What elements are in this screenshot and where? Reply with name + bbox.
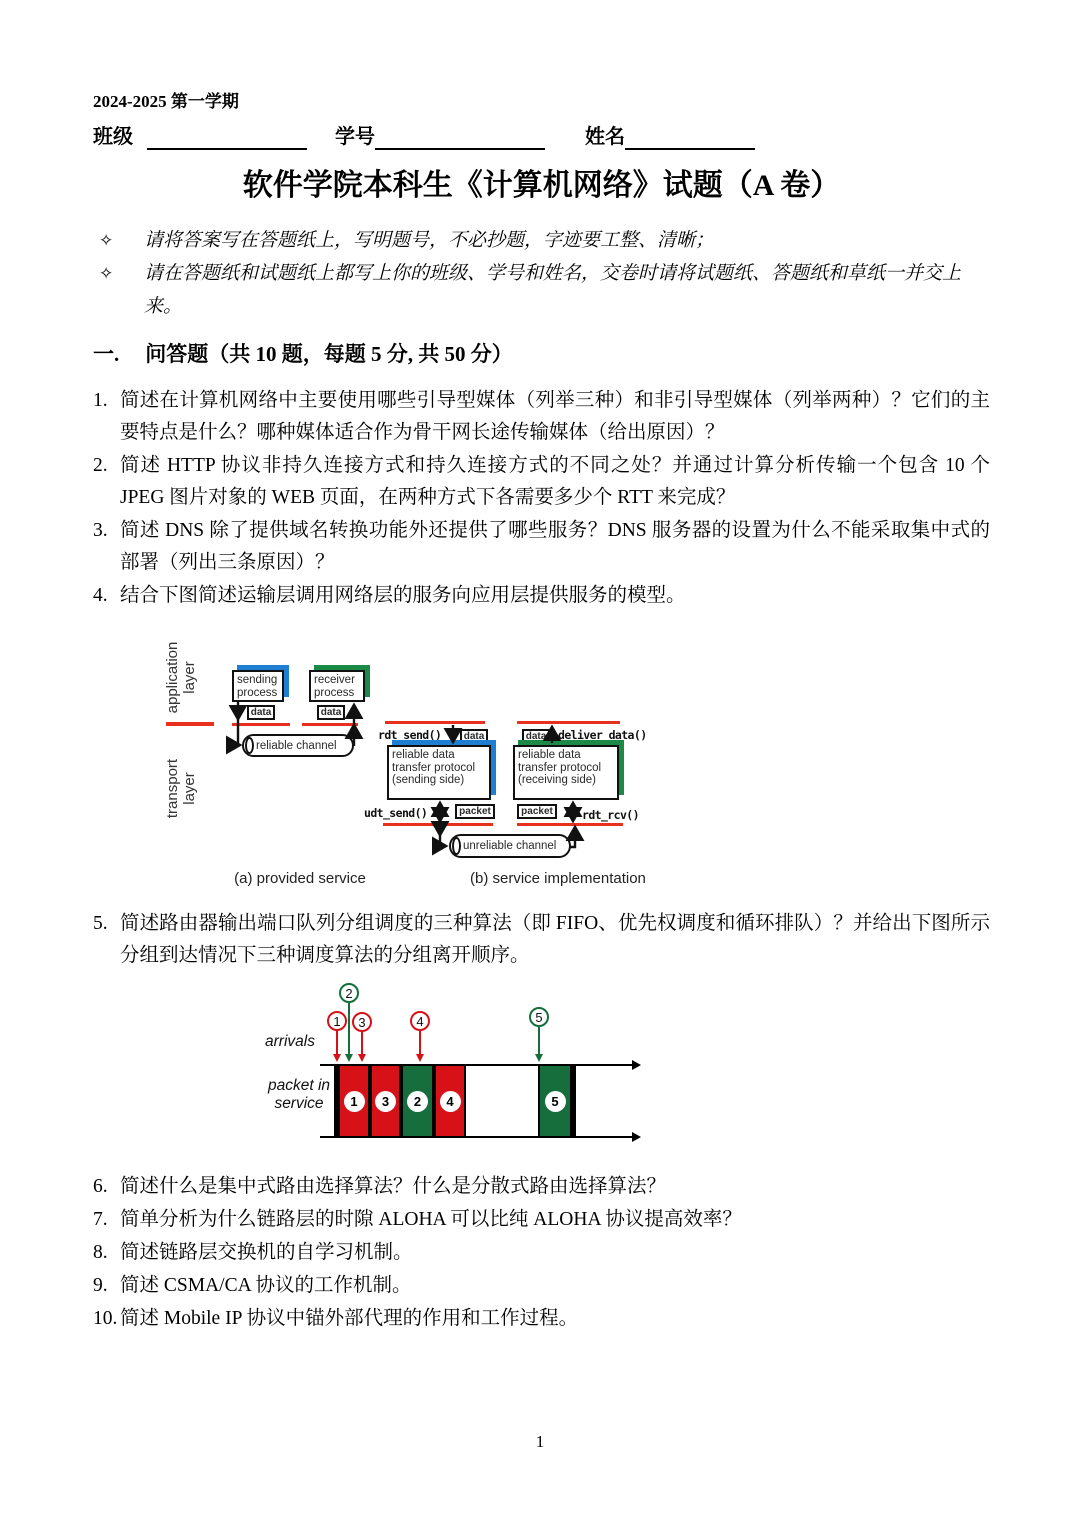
name-label: 姓名: [585, 126, 625, 148]
transport-layer-label: transport layer: [164, 758, 198, 819]
arrival-arrowhead: [358, 1054, 366, 1062]
packet-tag: packet: [517, 804, 557, 819]
question-item: [93, 515, 990, 579]
figure-transport-service-model: [150, 618, 795, 900]
packet-in-service-label: packet in service: [267, 1077, 331, 1112]
semester-label: 2024-2025 第一学期: [93, 92, 239, 111]
rdt-receiving-side-box: reliable data transfer protocol (receiving side): [513, 745, 619, 800]
service-block: [538, 1064, 572, 1138]
arrival-arrowhead: [345, 1054, 353, 1062]
service-block-number: 3: [375, 1091, 396, 1112]
arrival-arrow: [419, 1031, 421, 1054]
arrival-arrowhead: [535, 1054, 543, 1062]
sending-process-box: sending process: [232, 670, 284, 702]
queue-tick: [572, 1064, 576, 1138]
question-item: [93, 385, 990, 449]
question-number: 7.: [93, 1209, 108, 1230]
service-block: [434, 1064, 466, 1138]
arrival-number-circle: 2: [339, 983, 359, 1003]
service-block: [338, 1064, 370, 1138]
service-block-number: 5: [545, 1091, 566, 1112]
question-text: 简述 CSMA/CA 协议的工作机制。: [120, 1275, 412, 1296]
student-info-row: [93, 124, 990, 150]
arrival-number-circle: 1: [327, 1011, 347, 1031]
diamond-bullet-icon: ✧: [99, 264, 114, 283]
name-blank: [625, 126, 755, 150]
service-block-number: 1: [344, 1091, 365, 1112]
question-number: 3.: [93, 520, 108, 541]
question-list: [93, 385, 990, 1335]
question-text: 简述在计算机网络中主要使用哪些引导型媒体（列举三种）和非引导型媒体（列举两种）？它们的主要特点是什么？哪种媒体适合作为骨干网长途传输媒体（给出原因）？: [120, 390, 990, 443]
figure-packet-scheduling: [240, 978, 680, 1153]
data-tag: data: [522, 729, 550, 744]
question-item: [93, 1171, 990, 1203]
question-number: 8.: [93, 1242, 108, 1263]
receiver-process-box: receiver process: [309, 670, 365, 702]
data-tag: data: [460, 729, 488, 744]
notice-item: [93, 224, 990, 257]
arrivals-label: arrivals: [265, 1033, 315, 1050]
notice-text: 请在答题纸和试题纸上都写上你的班级、学号和姓名，交卷时请将试题纸、答题纸和草纸一并交上来。: [144, 263, 962, 317]
arrival-arrow: [361, 1032, 363, 1054]
question-number: 9.: [93, 1275, 108, 1296]
student-id-label: 学号: [335, 126, 375, 148]
rdt-send-label: rdt_send(): [378, 728, 442, 742]
class-blank: [147, 126, 307, 150]
service-block: [401, 1064, 434, 1138]
student-id-blank: [375, 126, 545, 150]
diamond-bullet-icon: ✧: [99, 231, 114, 250]
question-number: 6.: [93, 1176, 108, 1197]
question-number: 2.: [93, 455, 108, 476]
question-text: 结合下图简述运输层调用网络层的服务向应用层提供服务的模型。: [120, 585, 686, 606]
page-number: 1: [535, 1432, 545, 1451]
notice-list: [93, 224, 990, 323]
arrival-number-circle: 4: [410, 1011, 430, 1031]
timeline-arrowhead: [632, 1060, 641, 1070]
data-tag: data: [317, 705, 345, 720]
service-block-number: 2: [407, 1091, 428, 1112]
caption-a: (a) provided service: [234, 870, 366, 887]
section-heading: [93, 339, 990, 369]
class-label: 班级: [93, 126, 133, 148]
packet-tag: packet: [455, 804, 495, 819]
question-item: [93, 580, 990, 612]
reliable-channel-label: reliable channel: [256, 739, 337, 752]
arrival-number-circle: 5: [529, 1007, 549, 1027]
arrival-arrowhead: [416, 1054, 424, 1062]
arrival-number-circle: 3: [352, 1012, 372, 1032]
question-number: 10.: [93, 1308, 118, 1329]
question-item: [93, 1204, 990, 1236]
section-title: 问答题（共 10 题，每题 5 分, 共 50 分）: [145, 342, 513, 366]
question-text: 简述路由器输出端口队列分组调度的三种算法（即 FIFO、优先权调度和循环排队）？并给出下图所示分组到达情况下三种调度算法的分组离开顺序。: [120, 913, 990, 966]
question-number: 5.: [93, 913, 108, 934]
rdt-sending-side-box: reliable data transfer protocol (sending side): [387, 745, 491, 800]
udt-send-label: udt_send(): [364, 806, 428, 820]
timeline-arrowhead: [632, 1132, 641, 1142]
question-text: 简述什么是集中式路由选择算法？什么是分散式路由选择算法？: [120, 1176, 667, 1197]
question-text: 简述 HTTP 协议非持久连接方式和持久连接方式的不同之处？并通过计算分析传输一个包含 10 个 JPEG 图片对象的 WEB 页面，在两种方式下各需要多少个 RTT 来完成？: [120, 455, 990, 508]
question-number: 1.: [93, 390, 108, 411]
section-number: 一.: [93, 342, 120, 366]
question-item: [93, 908, 990, 972]
deliver-data-label: deliver_data(): [558, 728, 647, 742]
question-text: 简述 Mobile IP 协议中锚外部代理的作用和工作过程。: [120, 1308, 579, 1329]
service-block: [370, 1064, 401, 1138]
caption-b: (b) service implementation: [470, 870, 646, 887]
arrival-arrowhead: [333, 1054, 341, 1062]
question-text: 简述链路层交换机的自学习机制。: [120, 1242, 413, 1263]
service-block-number: 4: [440, 1091, 461, 1112]
notice-item: [93, 257, 990, 323]
question-text: 简述 DNS 除了提供域名转换功能外还提供了哪些服务？DNS 服务器的设置为什么不能采取集中式的部署（列出三条原因）？: [120, 520, 990, 573]
figure1-arrows: [150, 618, 795, 900]
unreliable-channel-label: unreliable channel: [463, 840, 557, 852]
rdt-rcv-label: rdt_rcv(): [582, 808, 639, 822]
question-item: [93, 450, 990, 514]
arrival-arrow: [348, 1003, 350, 1054]
question-item: [93, 1237, 990, 1269]
page-title: 软件学院本科生《计算机网络》试题（A 卷）: [242, 169, 841, 202]
application-layer-label: application layer: [164, 641, 198, 714]
arrival-arrow: [336, 1031, 338, 1054]
arrival-arrow: [538, 1027, 540, 1054]
data-tag: data: [247, 705, 275, 720]
question-item: [93, 1303, 990, 1335]
question-text: 简单分析为什么链路层的时隙 ALOHA 可以比纯 ALOHA 协议提高效率？: [120, 1209, 742, 1230]
question-number: 4.: [93, 585, 108, 606]
question-item: [93, 1270, 990, 1302]
notice-text: 请将答案写在答题纸上，写明题号，不必抄题，字迹要工整、清晰；: [144, 230, 715, 251]
